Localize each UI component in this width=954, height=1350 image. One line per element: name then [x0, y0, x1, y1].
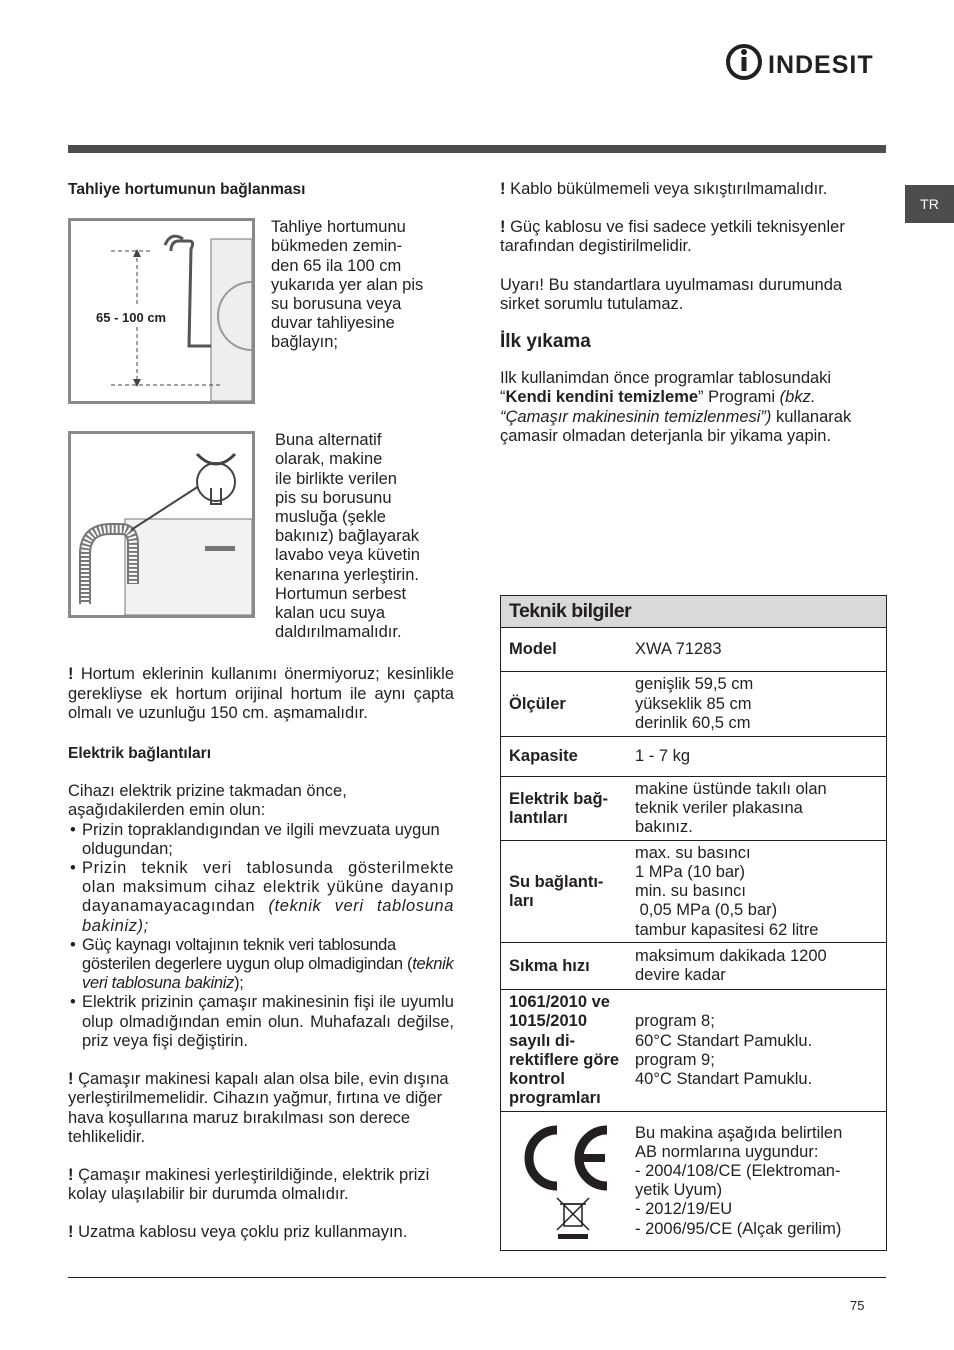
table-row — [501, 737, 886, 777]
fig2-line: kalan ucu suya — [275, 604, 386, 623]
drain-sink-illustration — [71, 434, 252, 615]
row-value — [635, 671, 886, 737]
warning-mark: ! — [68, 665, 74, 684]
value-line: Bu makina aşağıda belirtilen — [635, 1123, 843, 1142]
fig1-line: yukarıda yer alan pis — [271, 275, 424, 294]
row-label: Su bağlantı-ları — [509, 872, 604, 910]
row-label: Ölçüler — [509, 694, 566, 713]
ce-mark-icon — [513, 1118, 623, 1243]
electric-title: Elektrik bağlantıları — [68, 745, 211, 763]
value-line: bakınız. — [635, 818, 693, 837]
value-line: 1 MPa (10 bar) — [635, 862, 746, 881]
warning-socket-text: Çamaşır makinesi yerleştirildiğinde, elektrik prizi kolay ulaşılabilir bir durumda olmalıdır. — [68, 1165, 430, 1204]
list-item — [68, 936, 454, 994]
fig2-line: Buna alternatif — [275, 431, 382, 450]
fig2-line: lavabo veya küvetin — [275, 546, 420, 565]
fig2-line: Hortumun serbest — [275, 584, 407, 603]
row-value — [635, 840, 886, 944]
figure-drain-wall — [68, 218, 255, 404]
fig1-caption — [271, 218, 423, 404]
value-line: 0,05 MPa (0,5 bar) — [635, 901, 778, 920]
warning-technician-text: Güç kablosu ve fisi sadece yetkili teknisyenler tarafından degistirilmelidir. — [500, 218, 845, 256]
list-item — [68, 859, 454, 936]
fig1-line: bağlayın; — [271, 333, 338, 352]
value-line: 1 - 7 kg — [635, 747, 691, 766]
row-value — [635, 743, 886, 770]
fig1-line: su borusuna veya — [271, 295, 402, 314]
fig2-line: olarak, makine — [275, 450, 383, 469]
value-line: maksimum dakikada 1200 — [635, 947, 827, 965]
row-label: Elektrik bağ-lantıları — [509, 789, 609, 827]
list-item: • Elektrik prizinin çamaşır makinesinin fişi ile uyumlu olup olmadığından emin olun. Muhafazalı değilse, priz veya fişi değiştirin. — [68, 993, 454, 1051]
value-line: - 2012/19/EU — [635, 1200, 733, 1219]
first-wash-part: Ilk kullanimdan önce programlar tablosundaki “ — [500, 369, 832, 407]
warning-outdoor-text: Çamaşır makinesi kapalı alan olsa bile, evin dışına yerleştirilmemelidir. Cihazın yağmur, fırtına ve diğer hava koşullarına maruz bırakılması son derece tehlikelidir. — [68, 1070, 449, 1146]
fig2-line: pis su borusunu — [275, 488, 392, 507]
warning-mark: ! — [68, 1070, 74, 1089]
value-line: derinlik 60,5 cm — [635, 713, 751, 732]
list-item: • Prizin topraklandıgından ve ilgili mevzuata uygun oldugundan; — [68, 821, 454, 859]
value-line: genişlik 59,5 cm — [635, 675, 754, 694]
first-wash-reference: (bkz. “Çamaşır makinesinin temizlenmesi”) — [500, 388, 816, 426]
fig2-line: musluğa (şekle — [275, 508, 386, 527]
value-line: - 2006/95/CE (Alçak gerilim) — [635, 1219, 842, 1238]
bullet2-text: Prizin teknik veri tablosunda gösterilmekte olan maksimum cihaz elektrik yüküne dayanıp dayanamayacagından — [82, 859, 454, 916]
table-row — [501, 672, 886, 737]
warning-cable-text: Kablo bükülmemeli veya sıkıştırılmamalıdır. — [505, 180, 828, 198]
fig1-line: den 65 ila 100 cm — [271, 256, 402, 275]
language-tab: TR — [905, 185, 954, 223]
ce-text — [635, 1120, 886, 1243]
fig2-line: kenarına yerleştirin. — [275, 565, 419, 584]
bullet2-italic: (teknik veri tablosuna bakiniz); — [82, 897, 454, 935]
value-line: AB normlarına uygundur: — [635, 1142, 819, 1161]
value-line: teknik veriler plakasına — [635, 799, 803, 818]
fig2-caption — [275, 431, 420, 642]
row-value — [635, 1008, 886, 1093]
table-row — [501, 841, 886, 943]
logo-text: INDESIT — [768, 51, 874, 79]
first-wash-part: kullanarak çamasir olmadan deterjanla bir yikama yapin. — [500, 407, 852, 445]
bullet3-text: Güç kaynagı voltajının teknik veri tablosunda gösterilen degerlere uygun olup olmadigindan ( — [82, 935, 413, 974]
value-line: XWA 71283 — [635, 640, 722, 659]
warning-technician — [500, 218, 886, 256]
tech-table — [500, 595, 887, 1251]
bullet3-end: ); — [234, 974, 244, 993]
warning-socket — [68, 1166, 454, 1204]
drain-title: Tahliye hortumunun bağlanması — [68, 181, 306, 198]
warning-mark: ! — [68, 1165, 74, 1184]
bullet3-italic: teknik veri tablosuna bakiniz — [82, 955, 454, 993]
top-rule — [68, 145, 886, 153]
hose-warning-text: Hortum eklerinin kullanımı önermiyoruz; kesinlikle gerekliyse ek hortum orijinal hortum ile aynı çapta olmalı ve uzunluğu 150 cm. aşmamalıdır. — [68, 665, 454, 722]
warning-mark: ! — [68, 1223, 74, 1242]
row-label: Model — [509, 640, 557, 659]
fig1-line: Tahliye hortumunu — [271, 218, 406, 237]
left-column — [68, 180, 454, 1243]
value-line: devire kadar — [635, 966, 726, 985]
value-line: program 8; — [635, 1012, 715, 1031]
value-line: 60°C Standart Pamuklu. — [635, 1031, 813, 1050]
ce-marks — [501, 1116, 635, 1246]
value-line: makine üstünde takılı olan — [635, 779, 827, 798]
first-wash-title: İlk yıkama — [500, 331, 591, 353]
table-row — [501, 1112, 886, 1250]
value-line: tambur kapasitesi 62 litre — [635, 920, 819, 939]
warning-extension — [68, 1223, 454, 1242]
value-line: min. su basıncı — [635, 882, 746, 901]
row-label: Sıkma hızı — [509, 956, 590, 975]
warning-mark: ! — [500, 218, 506, 237]
row-value — [635, 776, 886, 842]
indesit-logo — [724, 42, 888, 82]
liability-note: Uyarı! Bu standartlara uyulmaması durumunda sirket sorumlu tutulamaz. — [500, 275, 843, 313]
row-value — [635, 636, 886, 663]
warning-outdoor — [68, 1070, 454, 1147]
first-wash-text — [500, 369, 886, 446]
fig2-line: daldırılmamalıdır. — [275, 623, 402, 642]
row-label: 1061/2010 ve 1015/2010 sayılı di-rektiflere göre kontrol programları — [509, 993, 620, 1108]
warning-extension-text: Uzatma kablosu veya çoklu priz kullanmayın. — [73, 1223, 408, 1242]
value-line: yükseklik 85 cm — [635, 694, 752, 713]
fig2-line: bakınız) bağlayarak — [275, 527, 419, 546]
first-wash-program: Kendi kendini temizleme — [505, 388, 699, 407]
electric-checklist — [68, 821, 454, 1051]
page-number: 75 — [850, 1298, 865, 1313]
table-row — [501, 943, 886, 990]
electric-intro: Cihazı elektrik prizine takmadan önce, aşağıdakilerden emin olun: — [68, 782, 347, 820]
height-label: 65 - 100 cm — [96, 310, 167, 326]
tech-table-title: Teknik bilgiler — [501, 596, 886, 628]
value-line: max. su basıncı — [635, 843, 751, 862]
right-column — [500, 180, 886, 446]
table-row — [501, 628, 886, 672]
weee-bin-icon — [557, 1198, 589, 1239]
table-row — [501, 777, 886, 841]
drain-wall-illustration — [71, 221, 252, 401]
hose-warning — [68, 665, 454, 723]
row-label: Kapasite — [509, 747, 578, 766]
first-wash-part: ” Programi — [698, 388, 780, 407]
value-line: yetik Uyum) — [635, 1181, 723, 1200]
warning-mark: ! — [500, 180, 506, 198]
value-line: 40°C Standart Pamuklu. — [635, 1069, 813, 1088]
warning-cable — [500, 180, 886, 199]
value-line: program 9; — [635, 1050, 715, 1069]
fig1-line: bükmeden zemin- — [271, 237, 403, 256]
figure-drain-sink — [68, 431, 255, 618]
fig2-line: ile birlikte verilen — [275, 469, 397, 488]
fig1-line: duvar tahliyesine — [271, 314, 395, 333]
row-value — [635, 943, 886, 989]
bottom-rule — [68, 1277, 886, 1278]
table-row — [501, 990, 886, 1112]
value-line: - 2004/108/CE (Elektroman- — [635, 1162, 841, 1180]
